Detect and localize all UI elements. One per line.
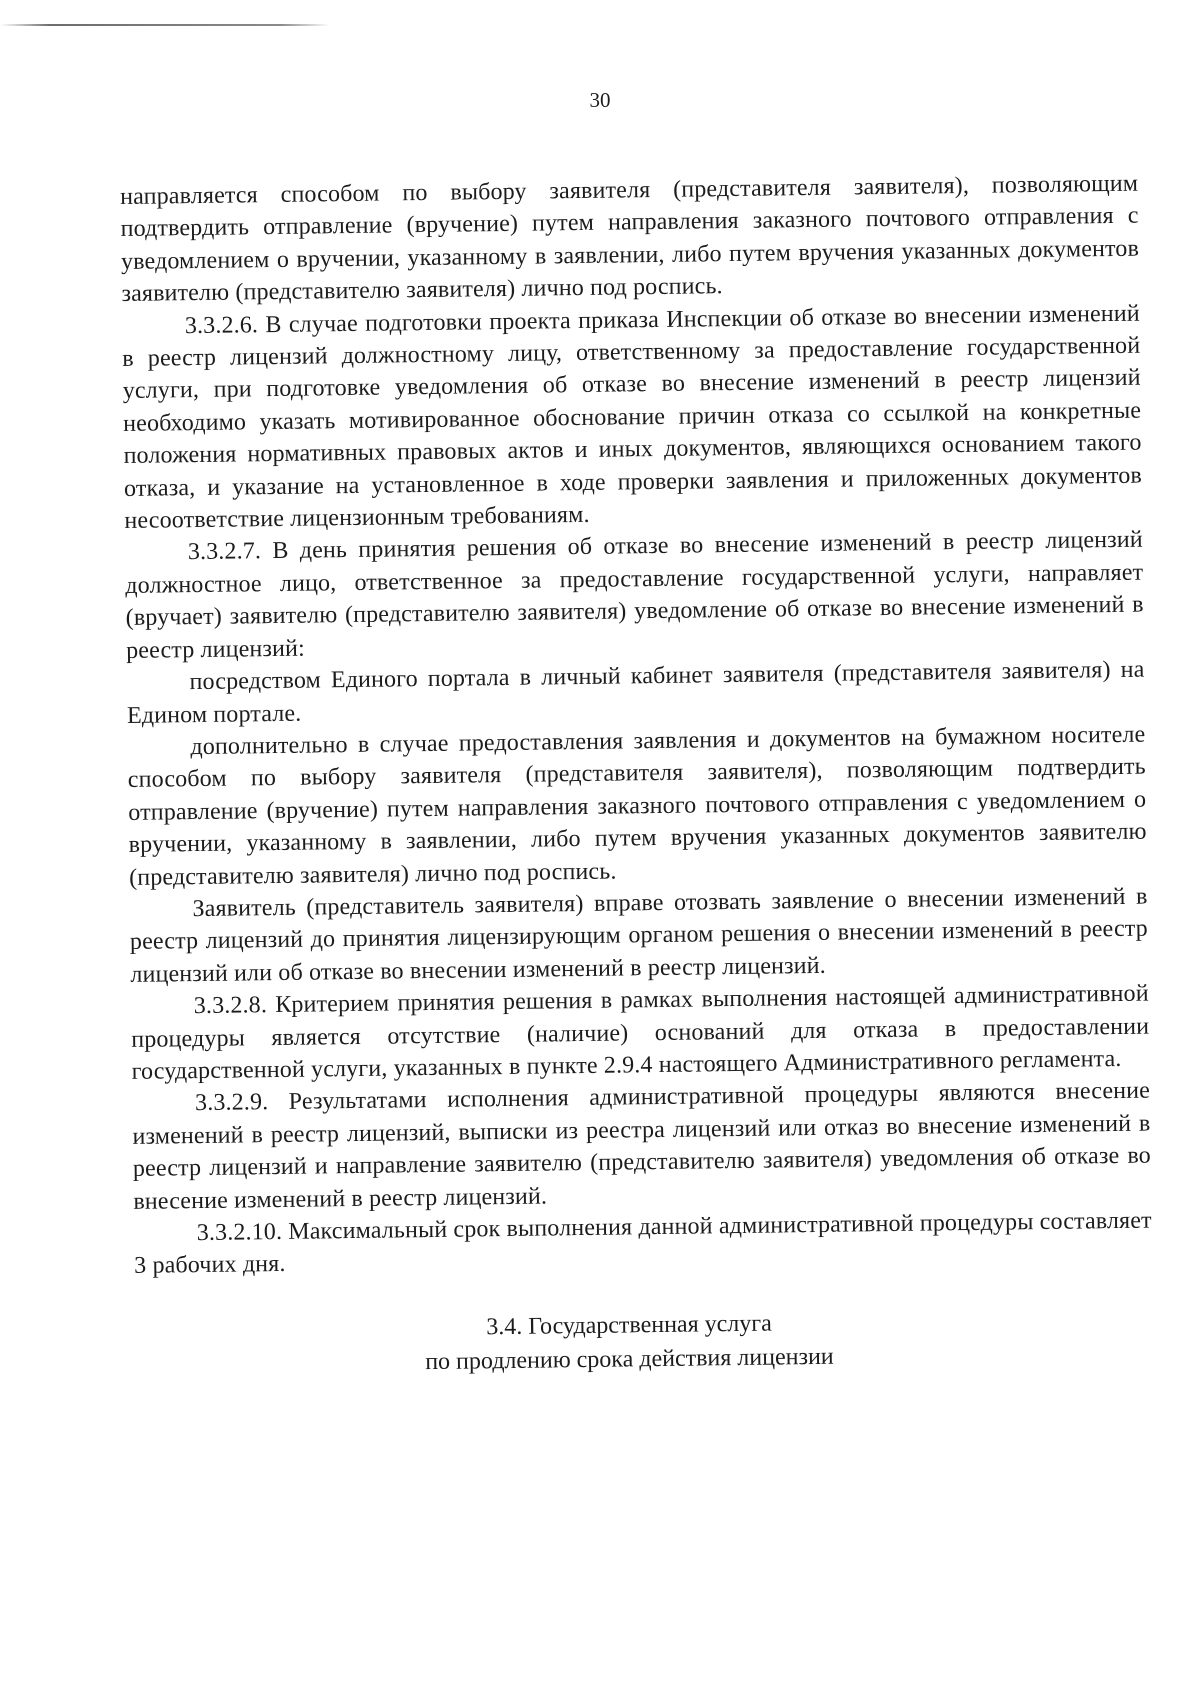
- paragraph-3-3-2-6: 3.3.2.6. В случае подготовки проекта приказа Инспекции об отказе во внесении изменений в реестр лицензий должностному лицу, ответственному за предоставление государственной услуги, при подготовке уведомления об отказе во внесение изменений в реестр лицензий необходимо указать мотивированное обоснование причин отказа со ссылкой на конкретные положения нормативных правовых актов и иных документов, являющихся основанием такого отказа, и указание на установленное в ходе проверки заявления и приложенных документов несоответствие лицензионным требованиям.: [122, 300, 1143, 535]
- paragraph-3-3-2-8: 3.3.2.8. Критерием принятия решения в рамках выполнения настоящей административной процедуры является отсутствие (наличие) оснований для отказа в предоставлении государственной услуги, указанных в пункте 2.9.4 настоящего Административного регламента.: [131, 980, 1150, 1085]
- paragraph-portal-delivery: посредством Единого портала в личный кабинет заявителя (представителя заявителя) на Едином портале.: [126, 656, 1145, 729]
- page-number: 30: [589, 88, 611, 112]
- paragraph-3-3-2-7: 3.3.2.7. В день принятия решения об отказе во внесение изменений в реестр лицензий должностное лицо, ответственное за предоставление государственной услуги, направляет (вручает) заявителю (представителю заявителя) уведомление об отказе во внесение изменений в реестр лицензий:: [125, 527, 1144, 664]
- paragraph-continuation: направляется способом по выбору заявителя (представителя заявителя), позволяющим подтвердить отправление (вручение) путем направления заказного почтового отправления с уведомлением о вручении, указанному в заявлении, либо путем вручения указанных документов заявителю (представителю заявителя) лично под роспись.: [120, 170, 1140, 308]
- scan-artifact-line: [0, 24, 330, 26]
- section-heading-line-1: 3.4. Государственная услуга: [486, 1310, 772, 1341]
- section-heading-line-2: по продлению срока действия лицензии: [425, 1343, 834, 1375]
- document-body: [120, 168, 1154, 1383]
- paragraph-withdrawal: Заявитель (представитель заявителя) вправе отозвать заявление о внесении изменений в реестр лицензий до принятия лицензирующим органом решения о внесении изменений в реестр лицензий или об отказе во внесении изменений в реестр лицензий.: [129, 883, 1149, 988]
- paragraph-3-3-2-9: 3.3.2.9. Результатами исполнения административной процедуры являются внесение изменений в реестр лицензий, выписки из реестра лицензий или отказ во внесение изменений в реестр лицензий и направление заявителю (представителю заявителя) уведомления об отказе во внесение изменений в реестр лицензий.: [132, 1077, 1152, 1215]
- paragraph-3-3-2-10: 3.3.2.10. Максимальный срок выполнения данной административной процедуры составляет 3 рабочих дня.: [134, 1207, 1152, 1280]
- section-heading: [135, 1301, 1154, 1382]
- paragraph-paper-delivery: дополнительно в случае предоставления заявления и документов на бумажном носителе способом по выбору заявителя (представителя заявителя), позволяющим подтвердить отправление (вручение) путем направления заказного почтового отправления с уведомлением о вручении, указанному в заявлении, либо путем вручения указанных документов заявителю (представителю заявителя) лично под роспись.: [127, 721, 1147, 891]
